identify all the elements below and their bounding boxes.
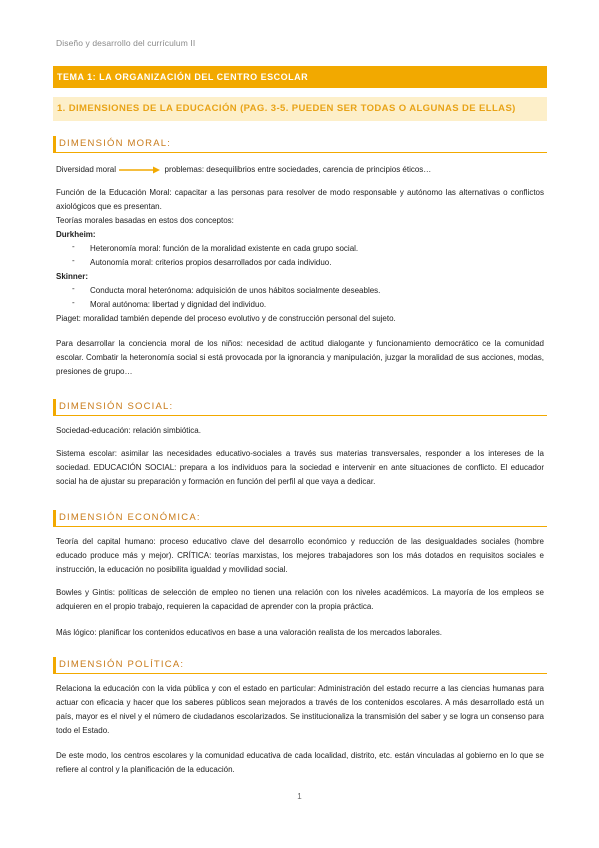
bullet-dash: - — [72, 256, 75, 265]
running-head: Diseño y desarrollo del currículum II — [56, 38, 196, 48]
politica-p2: De este modo, los centros escolares y la comunidad educativa de cada localidad, distrito, etc. están vinculadas al gobierno en lo que se refiere al control y la planificación de la educación. — [56, 751, 544, 774]
moral-durkheim: Durkheim: — [56, 230, 96, 239]
social-p1: Sociedad-educación: relación simbiótica. — [56, 426, 201, 435]
page-number: 1 — [297, 792, 302, 801]
politica-p1: Relaciona la educación con la vida pública y con el estado en particular: Administración del estado recurre a las ciencias humanas para actuar con eficacia y hacer que los saberes públicos sean mejorados a través de los contenidos escolares. A más desarrollado está un país, mayor es el nivel y el número de ciudadanos escolarizados. Se institucionaliza la transmisión del saber y se logra un consenso para todo el Estado. — [56, 684, 544, 735]
moral-line1-a: Diversidad moral — [56, 165, 117, 174]
list-item: Autonomía moral: criterios propios desarrollados por cada individuo. — [90, 258, 332, 267]
moral-line1-b: problemas: desequilibrios entre sociedades, carencia de principios éticos… — [164, 165, 432, 174]
moral-piaget: Piaget: moralidad también depende del proceso evolutivo y de construcción personal del sujeto. — [56, 314, 396, 323]
section-title: 1. DIMENSIONES DE LA EDUCACIÓN (PAG. 3-5. PUEDEN SER TODAS O ALGUNAS DE ELLAS) — [53, 97, 547, 121]
heading-politica: DIMENSIÓN POLÍTICA: — [53, 657, 547, 674]
list-item: Heteronomía moral: función de la moralidad existente en cada grupo social. — [90, 244, 359, 253]
social-p2: Sistema escolar: asimilar las necesidades educativo-sociales a través sus materias transversales, responder a los intereses de la sociedad. EDUCACIÓN SOCIAL: prepara a los individuos para la sociedad e intervenir en ante situaciones de conflicto. El educador social ha de ajustar su preparación y formación en función del perfil al que vaya a dedicar. — [56, 449, 544, 486]
economica-p1: Teoría del capital humano: proceso educativo clave del desarrollo económico y reducción de las desigualdades sociales (hombre educado produce más y mejor). CRÍTICA: teorías marxistas, los mejores trabajadores son los más dotados en requisitos sociales e instrucción, la educación no posibilita igualdad y movilidad social. — [56, 537, 544, 574]
list-item: Moral autónoma: libertad y dignidad del individuo. — [90, 300, 267, 309]
bullet-dash: - — [72, 242, 75, 251]
bullet-dash: - — [72, 298, 75, 307]
economica-p3: Más lógico: planificar los contenidos educativos en base a una valoración realista de los mercados laborales. — [56, 628, 442, 637]
moral-para: Para desarrollar la conciencia moral de los niños: necesidad de actitud dialogante y funcionamiento democrático ce la comunidad escolar. Combatir la heteronomía social si está provocada por la ignorancia y manipulación, juzgar la moralidad de sus acciones, modas, presiones de grupo… — [56, 339, 544, 376]
moral-teorias: Teorías morales basadas en estos dos conceptos: — [56, 216, 234, 225]
moral-funcion: Función de la Educación Moral: capacitar a las personas para resolver de modo responsable y autónomo las alternativas o conflictos axiológicos que es presentan. — [56, 188, 544, 211]
heading-social: DIMENSIÓN SOCIAL: — [53, 399, 547, 416]
arrow-right-icon — [119, 166, 161, 174]
bullet-dash: - — [72, 284, 75, 293]
heading-economica: DIMENSIÓN ECONÓMICA: — [53, 510, 547, 527]
moral-skinner: Skinner: — [56, 272, 89, 281]
tema-title: TEMA 1: LA ORGANIZACIÓN DEL CENTRO ESCOLAR — [53, 66, 547, 88]
economica-p2: Bowles y Gintis: políticas de selección de empleo no tienen una relación con los niveles académicos. La mayoría de los empleos se adquieren en el propio trabajo, requieren la capacidad de aprender con la propia práctica. — [56, 588, 544, 611]
heading-moral: DIMENSIÓN MORAL: — [53, 136, 547, 153]
moral-line1 — [56, 163, 544, 177]
list-item: Conducta moral heterónoma: adquisición de unos hábitos socialmente deseables. — [90, 286, 381, 295]
